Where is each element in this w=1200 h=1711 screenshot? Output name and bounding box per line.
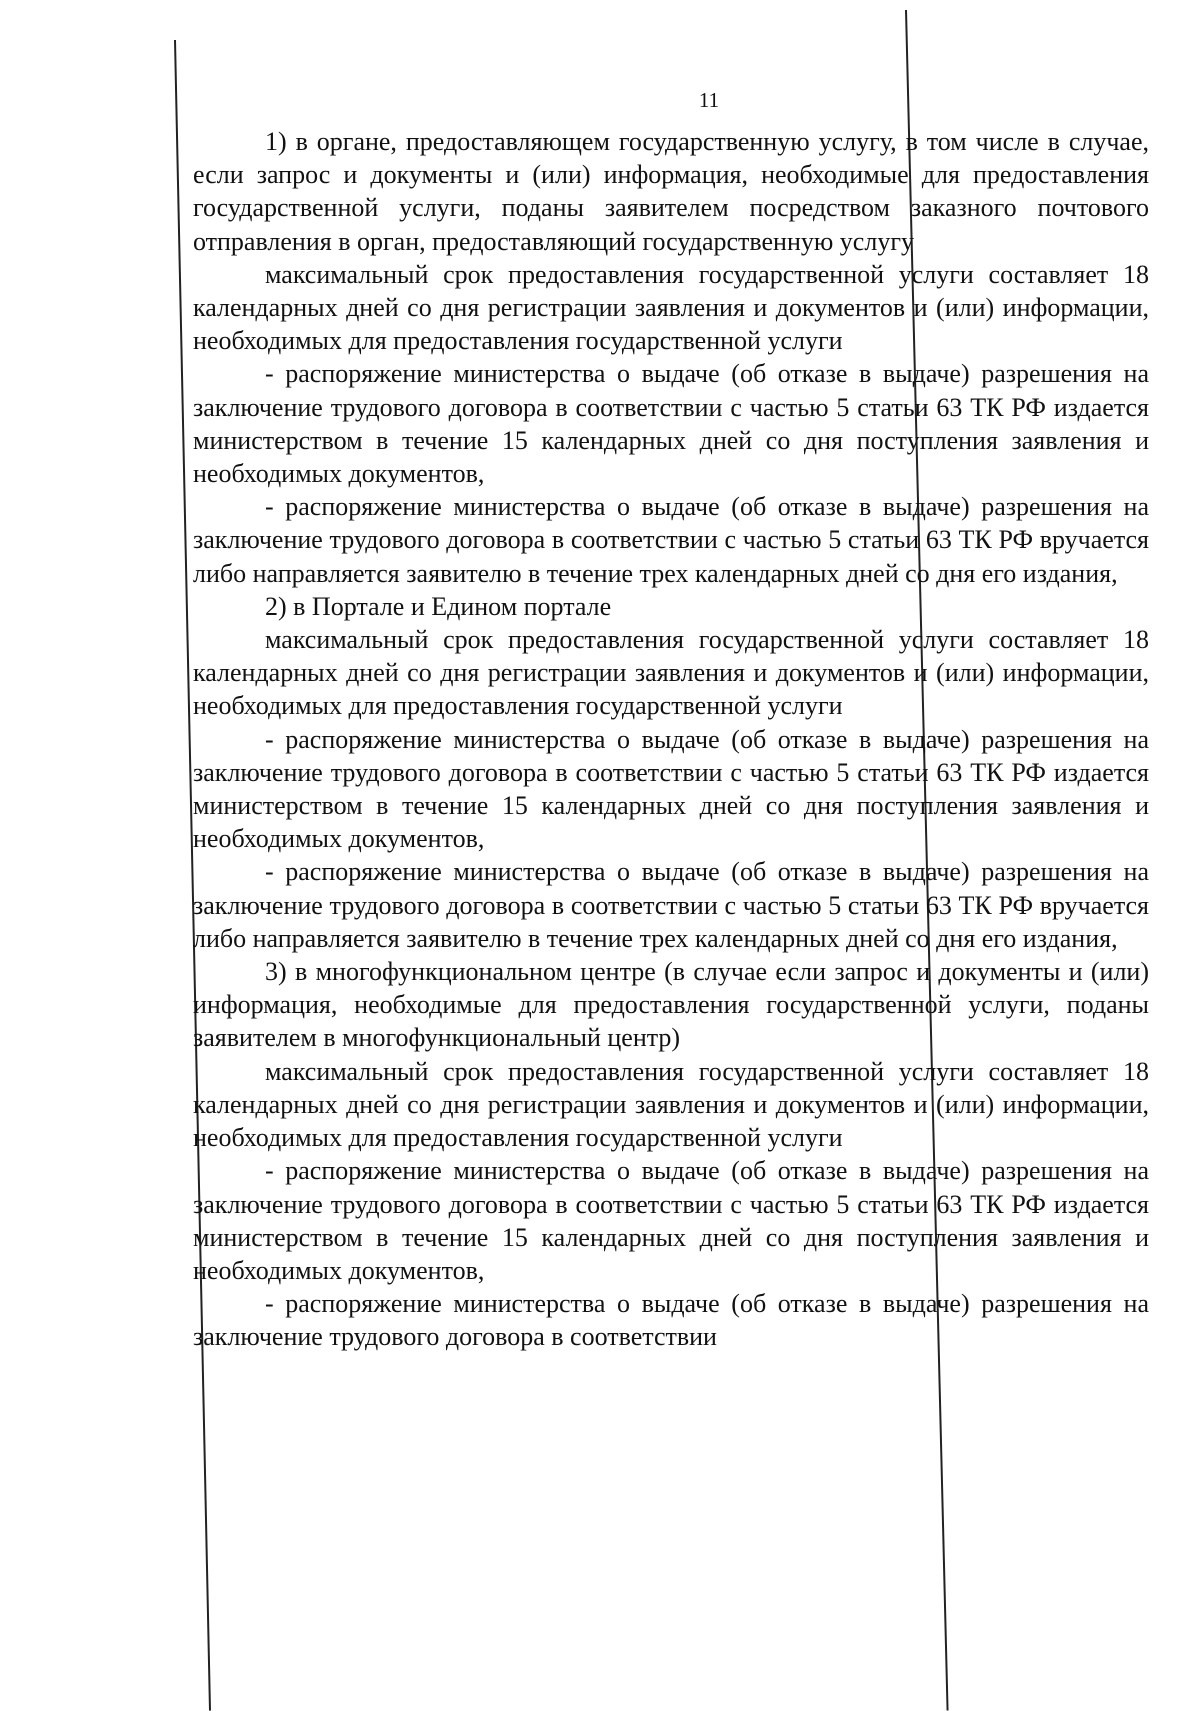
paragraph: - распоряжение министерства о выдаче (об отказе в выдаче) разрешения на заключение трудового договора в соответствии с частью 5 статьи 63 ТК РФ вручается либо направляется заявителю в течение трех календарных дней со дня его издания, (193, 857, 1149, 953)
paragraph: 1) в органе, предоставляющем государственную услугу, в том числе в случае, если запрос и документы и (или) информация, необходимые для предоставления государственной услуги, поданы заявителем посредством заказного почтового отправления в орган, предоставляющий государственную услугу (193, 127, 1149, 256)
document-body (193, 125, 1149, 1354)
paragraph: 2) в Портале и Едином портале (265, 591, 612, 621)
paragraph: максимальный срок предоставления государственной услуги составляет 18 календарных дней со дня регистрации заявления и документов и (или) информации, необходимых для предоставления государственной услуги (193, 1056, 1149, 1153)
paragraph: - распоряжение министерства о выдаче (об отказе в выдаче) разрешения на заключение трудового договора в соответствии с частью 5 статьи 63 ТК РФ издается министерством в течение 15 календарных дней со дня поступления заявления и необходимых документов, (193, 1156, 1149, 1285)
paragraph: - распоряжение министерства о выдаче (об отказе в выдаче) разрешения на заключение трудового договора в соответствии с частью 5 статьи 63 ТК РФ вручается либо направляется заявителю в течение трех календарных дней со дня его издания, (193, 492, 1149, 588)
paragraph: 3) в многофункциональном центре (в случае если запрос и документы и (или) информация, необходимые для предоставления государственной услуги, поданы заявителем в многофункциональный центр) (193, 957, 1149, 1053)
paragraph: - распоряжение министерства о выдаче (об отказе в выдаче) разрешения на заключение трудового договора в соответствии с частью 5 статьи 63 ТК РФ издается министерством в течение 15 календарных дней со дня поступления заявления и необходимых документов, (193, 359, 1149, 489)
page-number: 11 (698, 88, 720, 112)
paragraph: максимальный срок предоставления государственной услуги составляет 18 календарных дней со дня регистрации заявления и документов и (или) информации, необходимых для предоставления государственной услуги (193, 259, 1149, 356)
paragraph: максимальный срок предоставления государственной услуги составляет 18 календарных дней со дня регистрации заявления и документов и (или) информации, необходимых для предоставления государственной услуги (193, 625, 1149, 721)
paragraph: - распоряжение министерства о выдаче (об отказе в выдаче) разрешения на заключение трудового договора в соответствии с частью 5 статьи 63 ТК РФ издается министерством в течение 15 календарных дней со дня поступления заявления и необходимых документов, (193, 724, 1149, 854)
paragraph: - распоряжение министерства о выдаче (об отказе в выдаче) разрешения на заключение трудового договора в соответствии (193, 1289, 1149, 1352)
